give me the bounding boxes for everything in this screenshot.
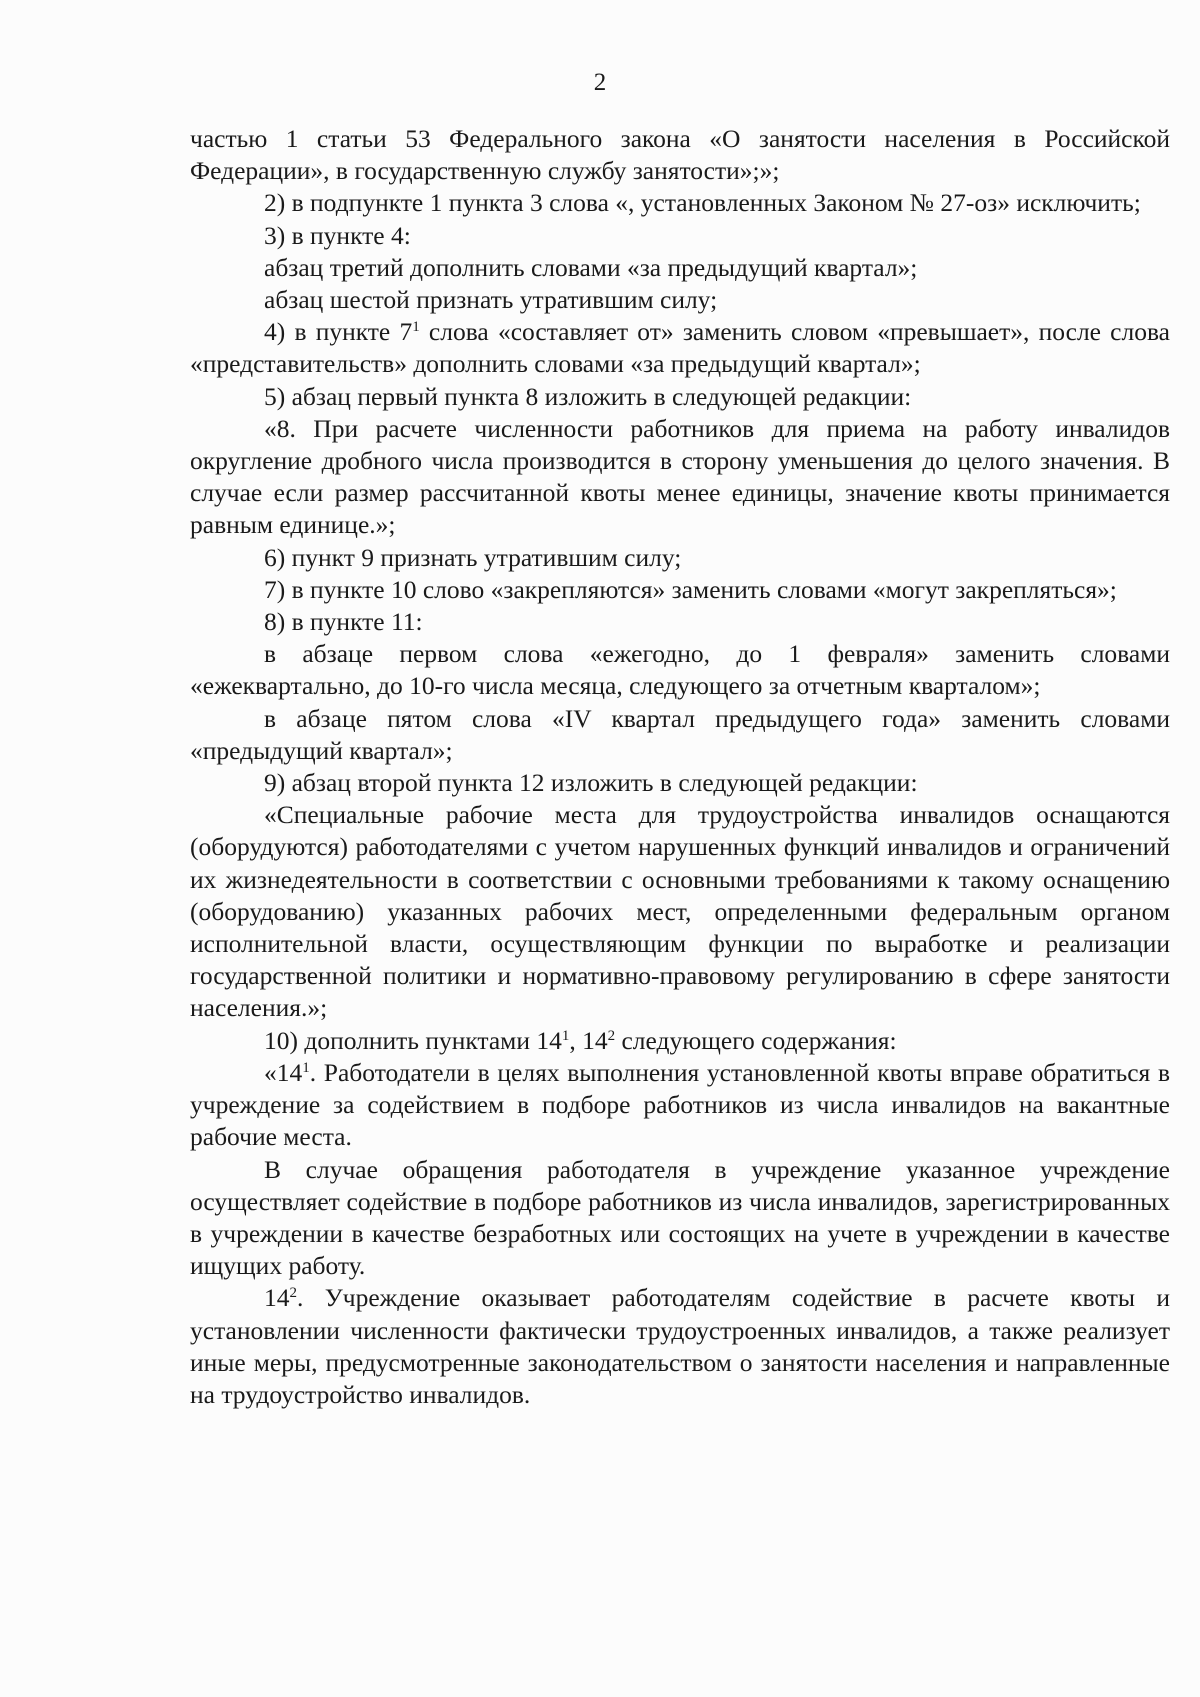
paragraph: абзац шестой признать утратившим силу;	[264, 285, 718, 315]
paragraph	[190, 1282, 1170, 1411]
paragraph	[190, 1025, 1170, 1057]
text-run: . Учреждение оказывает работодателям содействие в расчете квоты и установлении численности фактически трудоустроенных инвалидов, а также реализует иные меры, предусмотренные законодательством о занятости населения и направленные на трудоустройство инвалидов.	[190, 1283, 1170, 1409]
paragraph: «Специальные рабочие места для трудоустройства инвалидов оснащаются (оборудуются) работодателями с учетом нарушенных функций инвалидов и ограничений их жизнедеятельности в соответствии с основными требованиями к такому оснащению (оборудованию) указанных рабочих мест, определенными федеральным органом исполнительной власти, осуществляющим функции по выработке и реализации государственной политики и нормативно-правовому регулированию в сфере занятости населения.»;	[190, 800, 1170, 1023]
text-run: 4) в пункте 7	[264, 317, 413, 347]
paragraph	[190, 1057, 1170, 1154]
text-run: . Работодатели в целях выполнения установленной квоты вправе обратиться в учреждение за содействием в подборе работников из числа инвалидов на вакантные рабочие места.	[190, 1057, 1170, 1152]
superscript: 1	[302, 1059, 310, 1076]
paragraph: 2) в подпункте 1 пункта 3 слова «, установленных Законом № 27-оз» исключить;	[264, 188, 1141, 218]
superscript: 1	[412, 319, 420, 336]
document-body	[190, 123, 1170, 1411]
page-number: 2	[593, 69, 607, 96]
paragraph: 8) в пункте 11:	[264, 607, 423, 637]
paragraph: В случае обращения работодателя в учреждение указанное учреждение осуществляет содействие в подборе работников из числа инвалидов, зарегистрированных в учреждении в качестве безработных или состоящих на учете в учреждении в качестве ищущих работу.	[190, 1154, 1170, 1281]
text-run: следующего содержания:	[615, 1025, 897, 1055]
text-run: слова «составляет от» заменить словом «превышает», после слова «представительств» дополнить словами «за предыдущий квартал»;	[190, 317, 1171, 379]
paragraph: в абзаце пятом слова «IV квартал предыдущего года» заменить словами «предыдущий квартал»;	[190, 703, 1170, 765]
paragraph: абзац третий дополнить словами «за предыдущий квартал»;	[264, 252, 918, 282]
paragraph: 5) абзац первый пункта 8 изложить в следующей редакции:	[264, 381, 912, 411]
text-run: 14	[264, 1283, 290, 1313]
paragraph: «8. При расчете численности работников для приема на работу инвалидов округление дробного числа производится в сторону уменьшения до целого значения. В случае если размер рассчитанной квоты менее единицы, значение квоты принимается равным единице.»;	[190, 413, 1170, 540]
paragraph: частью 1 статьи 53 Федерального закона «О занятости населения в Российской Федерации», в государственную службу занятости»;»;	[190, 124, 1170, 186]
paragraph: в абзаце первом слова «ежегодно, до 1 февраля» заменить словами «ежеквартально, до 10-го числа месяца, следующего за отчетным кварталом»;	[190, 639, 1170, 701]
superscript: 2	[289, 1285, 297, 1302]
paragraph: 7) в пункте 10 слово «закрепляются» заменить словами «могут закрепляться»;	[264, 574, 1117, 604]
paragraph: 3) в пункте 4:	[264, 220, 411, 250]
text-run: 10) дополнить пунктами 14	[264, 1025, 562, 1055]
text-run: , 14	[569, 1025, 608, 1055]
paragraph: 6) пункт 9 признать утратившим силу;	[264, 542, 682, 572]
superscript: 1	[561, 1027, 570, 1044]
superscript: 2	[607, 1027, 616, 1044]
text-run: «14	[264, 1057, 303, 1087]
paragraph	[190, 316, 1170, 380]
paragraph: 9) абзац второй пункта 12 изложить в следующей редакции:	[264, 768, 918, 798]
